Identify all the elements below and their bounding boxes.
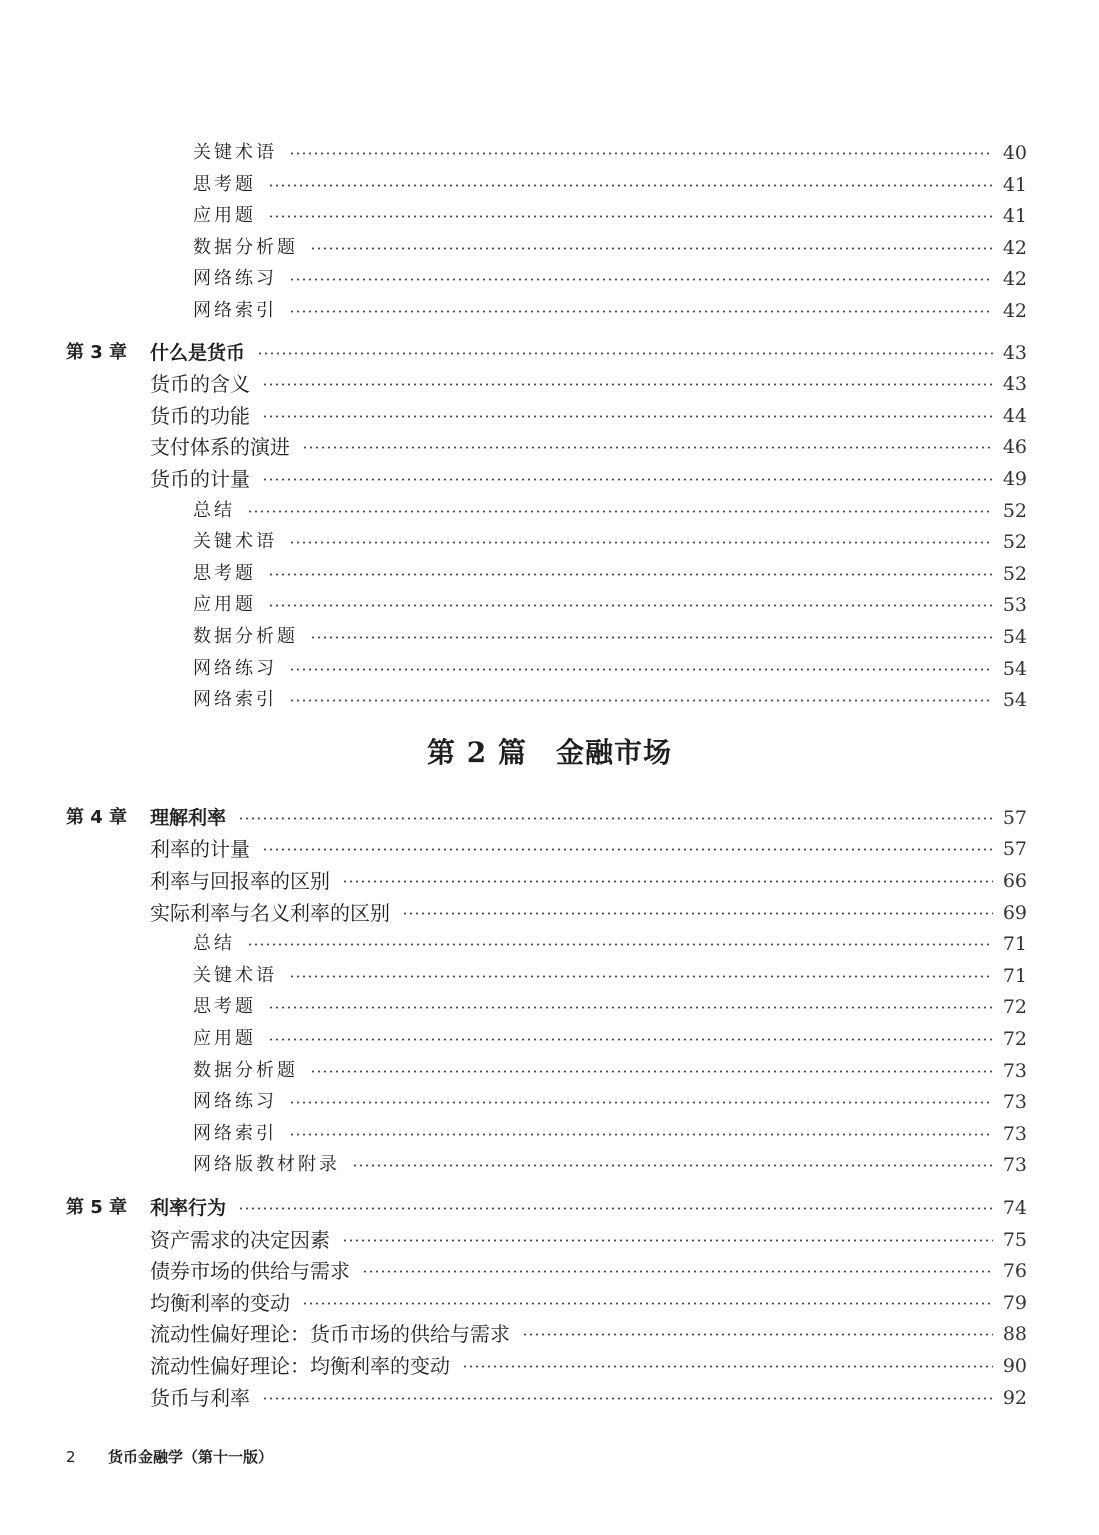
entry-label: 利率的计量	[150, 834, 254, 864]
dot-leader	[289, 668, 993, 671]
entry-page-number: 54	[1002, 626, 1027, 648]
entry-label: 数据分析题	[193, 233, 302, 263]
toc-subsection-entry[interactable]	[0, 527, 1099, 557]
toc-subsection-entry[interactable]	[0, 296, 1099, 326]
toc-section-entry[interactable]	[0, 834, 1099, 864]
entry-page-number: 71	[1002, 964, 1027, 987]
entry-label: 什么是货币	[150, 338, 249, 368]
entry-page-number: 43	[1002, 341, 1027, 364]
entry-page-number: 43	[1002, 373, 1027, 396]
toc-subsection-entry[interactable]	[0, 1087, 1099, 1117]
toc-section-entry[interactable]	[0, 1288, 1099, 1318]
dot-leader	[310, 247, 993, 250]
toc-section-entry[interactable]	[0, 432, 1099, 462]
entry-page-number: 54	[1002, 657, 1027, 680]
entry-label: 总结	[193, 496, 239, 526]
toc-subsection-entry[interactable]	[0, 233, 1099, 263]
entry-page-number: 73	[1002, 1154, 1027, 1177]
dot-leader	[262, 415, 993, 418]
toc-subsection-entry[interactable]	[0, 654, 1099, 684]
entry-page-number: 41	[1002, 205, 1027, 228]
toc-subsection-entry[interactable]	[0, 685, 1099, 715]
dot-leader	[268, 184, 993, 187]
toc-section-entry[interactable]	[0, 1383, 1099, 1413]
entry-label: 关键术语	[193, 527, 281, 557]
entry-label: 流动性偏好理论：货币市场的供给与需求	[150, 1319, 514, 1349]
toc-subsection-entry[interactable]	[0, 138, 1099, 168]
entry-label: 思考题	[193, 559, 260, 589]
entry-page-number: 74	[1002, 1197, 1027, 1219]
entry-page-number: 57	[1002, 838, 1027, 861]
entry-label: 支付体系的演进	[150, 432, 294, 462]
dot-leader	[268, 215, 993, 218]
toc-subsection-entry[interactable]	[0, 1024, 1099, 1054]
dot-leader	[262, 1397, 993, 1400]
toc-subsection-entry[interactable]	[0, 590, 1099, 620]
dot-leader	[310, 636, 993, 639]
entry-page-number: 41	[1002, 173, 1027, 196]
entry-label: 货币的含义	[150, 369, 254, 399]
entry-label: 网络索引	[193, 1119, 281, 1149]
entry-page-number: 52	[1002, 562, 1027, 585]
entry-page-number: 72	[1002, 996, 1027, 1019]
dot-leader	[238, 817, 993, 820]
toc-chapter-entry[interactable]	[0, 338, 1099, 368]
entry-label: 关键术语	[193, 138, 281, 168]
entry-label: 网络练习	[193, 264, 281, 294]
entry-label: 网络索引	[193, 296, 281, 326]
dot-leader	[289, 699, 993, 702]
dot-leader	[262, 383, 993, 386]
dot-leader	[289, 1101, 993, 1104]
entry-page-number: 72	[1002, 1028, 1027, 1050]
dot-leader	[257, 352, 993, 355]
chapter-number: 第 4 章	[66, 806, 128, 828]
toc-subsection-entry[interactable]	[0, 1119, 1099, 1149]
dot-leader	[302, 446, 993, 449]
dot-leader	[262, 478, 993, 481]
chapter-number: 第 5 章	[66, 1197, 128, 1218]
entry-label: 思考题	[193, 992, 260, 1022]
entry-page-number: 71	[1002, 933, 1027, 956]
entry-label: 应用题	[193, 201, 260, 231]
toc-subsection-entry[interactable]	[0, 264, 1099, 294]
entry-page-number: 42	[1002, 236, 1027, 259]
dot-leader	[289, 152, 993, 155]
dot-leader	[238, 1207, 993, 1210]
toc-subsection-entry[interactable]	[0, 961, 1099, 991]
toc-subsection-entry[interactable]	[0, 170, 1099, 200]
entry-page-number: 42	[1002, 300, 1027, 322]
toc-section-entry[interactable]	[0, 369, 1099, 399]
entry-page-number: 44	[1002, 404, 1027, 427]
entry-label: 流动性偏好理论：均衡利率的变动	[150, 1351, 454, 1381]
toc-subsection-entry[interactable]	[0, 496, 1099, 526]
dot-leader	[342, 1239, 993, 1242]
entry-label: 货币与利率	[150, 1383, 254, 1413]
toc-subsection-entry[interactable]	[0, 1056, 1099, 1086]
chapter-number: 第 3 章	[66, 341, 128, 363]
dot-leader	[289, 310, 993, 313]
dot-leader	[289, 1133, 993, 1136]
dot-leader	[268, 1006, 993, 1009]
toc-subsection-entry[interactable]	[0, 929, 1099, 959]
dot-leader	[342, 880, 993, 883]
dot-leader	[247, 510, 993, 513]
entry-label: 实际利率与名义利率的区别	[150, 898, 394, 928]
entry-page-number: 92	[1002, 1386, 1027, 1409]
entry-label: 应用题	[193, 590, 260, 620]
toc-section-entry[interactable]	[0, 401, 1099, 431]
entry-label: 利率与回报率的区别	[150, 866, 334, 896]
entry-page-number: 66	[1002, 870, 1027, 892]
entry-page-number: 76	[1002, 1260, 1027, 1283]
entry-page-number: 57	[1002, 806, 1027, 829]
part-title: 第 2 篇 金融市场	[427, 735, 672, 769]
entry-label: 债券市场的供给与需求	[150, 1256, 354, 1286]
entry-page-number: 73	[1002, 1059, 1027, 1082]
entry-label: 网络索引	[193, 685, 281, 715]
entry-page-number: 75	[1002, 1228, 1027, 1251]
dot-leader	[289, 975, 993, 978]
entry-page-number: 69	[1002, 901, 1027, 924]
entry-page-number: 49	[1002, 468, 1027, 490]
toc-subsection-entry[interactable]	[0, 1150, 1099, 1180]
toc-subsection-entry[interactable]	[0, 559, 1099, 589]
toc-section-entry[interactable]	[0, 1351, 1099, 1381]
footer-book-title: 货币金融学（第十一版）	[108, 1448, 274, 1466]
dot-leader	[268, 1038, 993, 1041]
entry-label: 思考题	[193, 170, 260, 200]
entry-label: 网络版教材附录	[193, 1150, 344, 1180]
dot-leader	[402, 912, 993, 915]
entry-page-number: 88	[1002, 1323, 1027, 1346]
entry-page-number: 73	[1002, 1122, 1027, 1145]
dot-leader	[522, 1333, 993, 1336]
entry-page-number: 54	[1002, 689, 1027, 712]
entry-page-number: 52	[1002, 531, 1027, 554]
toc-section-entry[interactable]	[0, 1319, 1099, 1349]
entry-page-number: 42	[1002, 268, 1027, 291]
dot-leader	[289, 541, 993, 544]
toc-subsection-entry[interactable]	[0, 622, 1099, 652]
entry-page-number: 46	[1002, 436, 1027, 459]
entry-label: 数据分析题	[193, 1056, 302, 1086]
dot-leader	[362, 1270, 993, 1273]
dot-leader	[352, 1164, 993, 1167]
entry-label: 总结	[193, 929, 239, 959]
entry-label: 数据分析题	[193, 622, 302, 652]
entry-label: 关键术语	[193, 961, 281, 991]
entry-label: 均衡利率的变动	[150, 1288, 294, 1318]
dot-leader	[247, 943, 993, 946]
dot-leader	[289, 278, 993, 281]
dot-leader	[302, 1302, 993, 1305]
entry-page-number: 53	[1002, 594, 1027, 617]
footer-page-number: 2	[66, 1448, 76, 1466]
toc-section-entry[interactable]	[0, 898, 1099, 928]
toc-section-entry[interactable]	[0, 464, 1099, 494]
dot-leader	[310, 1070, 993, 1073]
entry-label: 利率行为	[150, 1193, 230, 1223]
entry-page-number: 90	[1002, 1355, 1027, 1377]
entry-label: 理解利率	[150, 803, 230, 833]
dot-leader	[462, 1365, 993, 1368]
toc-section-entry[interactable]	[0, 1225, 1099, 1255]
entry-page-number: 40	[1002, 142, 1027, 164]
toc-chapter-entry[interactable]	[0, 803, 1099, 833]
toc-section-entry[interactable]	[0, 866, 1099, 896]
entry-page-number: 52	[1002, 499, 1027, 522]
entry-label: 应用题	[193, 1024, 260, 1054]
entry-label: 网络练习	[193, 654, 281, 684]
toc-subsection-entry[interactable]	[0, 992, 1099, 1022]
entry-label: 资产需求的决定因素	[150, 1225, 334, 1255]
dot-leader	[262, 848, 993, 851]
dot-leader	[268, 604, 993, 607]
toc-chapter-entry[interactable]	[0, 1193, 1099, 1223]
entry-page-number: 79	[1002, 1291, 1027, 1314]
toc-section-entry[interactable]	[0, 1256, 1099, 1286]
entry-label: 货币的计量	[150, 464, 254, 494]
toc-subsection-entry[interactable]	[0, 201, 1099, 231]
entry-label: 网络练习	[193, 1087, 281, 1117]
dot-leader	[268, 573, 993, 576]
entry-page-number: 73	[1002, 1091, 1027, 1114]
entry-label: 货币的功能	[150, 401, 254, 431]
